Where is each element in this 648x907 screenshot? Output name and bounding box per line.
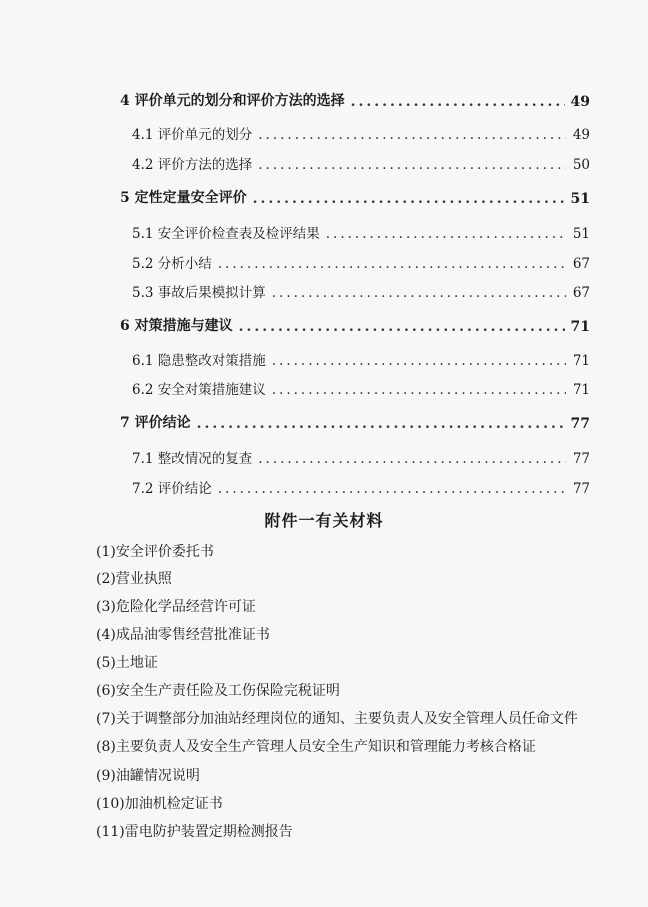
annex-item: (1)安全评价委托书 — [96, 544, 214, 560]
toc-page-number: 71 — [570, 319, 590, 335]
toc-page-number: 77 — [572, 481, 590, 497]
toc-label: 6.2 安全对策措施建议 — [132, 382, 266, 398]
toc-entry[interactable] — [0, 475, 648, 497]
toc-entry[interactable] — [0, 410, 648, 432]
toc-entry[interactable] — [0, 151, 648, 173]
toc-leader — [272, 285, 566, 301]
annex-item: (10)加油机检定证书 — [96, 796, 223, 812]
toc-label: 5.3 事故后果模拟计算 — [132, 285, 266, 301]
toc-leader — [351, 94, 565, 110]
toc-entry[interactable] — [0, 279, 648, 301]
annex-item: (6)安全生产责任险及工伤保险完税证明 — [96, 683, 340, 699]
toc-leader — [272, 382, 566, 398]
toc-entry[interactable] — [0, 220, 648, 242]
toc-page-number: 77 — [570, 416, 590, 432]
toc-label: 4.2 评价方法的选择 — [132, 157, 253, 173]
toc-entry[interactable] — [0, 88, 648, 110]
annex-item: (2)营业执照 — [96, 571, 172, 587]
toc-entry[interactable] — [0, 445, 648, 467]
toc-page-number: 71 — [572, 382, 590, 398]
toc-page-number: 67 — [572, 285, 590, 301]
annex-item: (8)主要负责人及安全生产管理人员安全生产知识和管理能力考核合格证 — [96, 739, 536, 755]
toc-page-number: 51 — [570, 191, 590, 207]
toc-leader — [218, 256, 566, 272]
annex-item: (5)土地证 — [96, 655, 158, 671]
toc-leader — [253, 191, 565, 207]
toc-entry[interactable] — [0, 347, 648, 369]
toc-leader — [258, 451, 566, 467]
toc-label: 4.1 评价单元的划分 — [132, 127, 253, 143]
toc-label: 5.1 安全评价检查表及检评结果 — [132, 226, 320, 242]
toc-page-number: 67 — [572, 256, 590, 272]
annex-item: (4)成品油零售经营批准证书 — [96, 627, 270, 643]
toc-label: 7.1 整改情况的复查 — [132, 451, 253, 467]
toc-page-number: 50 — [572, 157, 590, 173]
toc-leader — [239, 319, 565, 335]
toc-leader — [258, 127, 566, 143]
toc-label: 4 评价单元的划分和评价方法的选择 — [120, 93, 345, 109]
toc-page-number: 71 — [572, 353, 590, 369]
toc-leader — [218, 481, 566, 497]
toc-label: 5 定性定量安全评价 — [120, 190, 247, 206]
annex-item: (3)危险化学品经营许可证 — [96, 599, 256, 615]
toc-entry[interactable] — [0, 376, 648, 398]
annex-item: (11)雷电防护装置定期检测报告 — [96, 824, 293, 840]
toc-page-number: 49 — [570, 94, 590, 110]
toc-page-number: 51 — [572, 226, 590, 242]
annex-title: 附件一有关材料 — [264, 511, 384, 530]
toc-page-number: 77 — [572, 451, 590, 467]
toc-label: 7.2 评价结论 — [132, 481, 212, 497]
toc-leader — [272, 353, 566, 369]
toc-entry[interactable] — [0, 313, 648, 335]
toc-leader — [326, 226, 566, 242]
toc-entry[interactable] — [0, 250, 648, 272]
toc-label: 6 对策措施与建议 — [120, 318, 233, 334]
toc-page-number: 49 — [572, 127, 590, 143]
toc-label: 5.2 分析小结 — [132, 256, 212, 272]
annex-item: (7)关于调整部分加油站经理岗位的通知、主要负责人及安全管理人员任命文件 — [96, 711, 578, 727]
toc-label: 7 评价结论 — [120, 415, 191, 431]
toc-label: 6.1 隐患整改对策措施 — [132, 353, 266, 369]
toc-leader — [197, 416, 565, 432]
toc-leader — [258, 157, 566, 173]
toc-entry[interactable] — [0, 121, 648, 143]
toc-entry[interactable] — [0, 185, 648, 207]
annex-item: (9)油罐情况说明 — [96, 768, 200, 784]
